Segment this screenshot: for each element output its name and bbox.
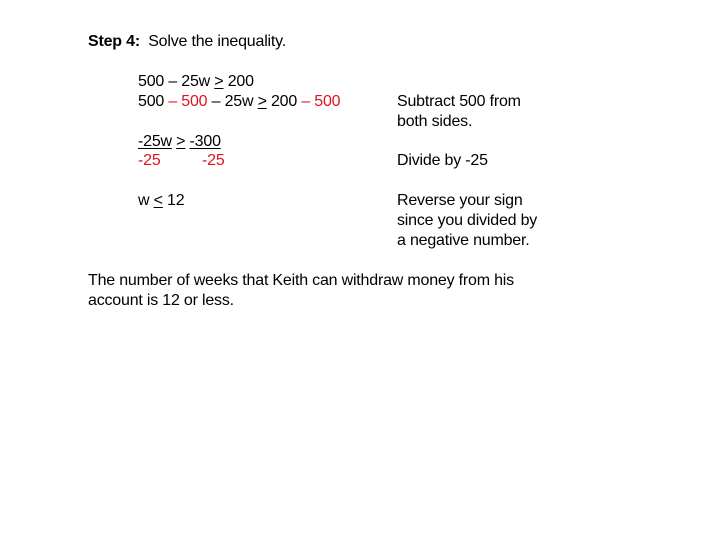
work-line-5: [138, 191, 184, 211]
line1-sign: >: [214, 73, 224, 90]
line3-a: -25w: [138, 133, 172, 150]
line2-c: – 25w: [207, 93, 258, 110]
line4-divisor-right: -25: [202, 152, 225, 169]
note-subtract-2: both sides.: [397, 113, 473, 130]
line3-sign: >: [176, 133, 186, 150]
work-line-3: [138, 132, 221, 152]
note-reverse-2: since you divided by: [397, 212, 538, 229]
work-line-1: [138, 72, 254, 92]
conclusion-line-1: The number of weeks that Keith can withdraw money from his: [88, 272, 514, 289]
line5-sign: <: [153, 192, 163, 209]
step-label: Step 4:: [88, 33, 140, 50]
note-reverse-1: Reverse your sign: [397, 192, 523, 209]
line2-b: – 500: [168, 93, 208, 110]
note-reverse-3: a negative number.: [397, 232, 530, 249]
line5-b: 12: [162, 192, 185, 209]
line3-d: -300: [189, 133, 221, 150]
line2-d: 200: [266, 93, 302, 110]
line2-sign: >: [257, 93, 267, 110]
line5-a: w: [138, 192, 154, 209]
line2-a: 500: [138, 93, 169, 110]
line1-left: 500 – 25w: [138, 73, 215, 90]
step-instruction: Solve the inequality.: [148, 33, 287, 50]
line1-right: 200: [223, 73, 254, 90]
work-line-2: [138, 92, 340, 112]
step-heading: [88, 32, 286, 52]
line2-e: – 500: [301, 93, 341, 110]
note-subtract-1: Subtract 500 from: [397, 93, 521, 110]
note-divide: Divide by -25: [397, 152, 488, 169]
conclusion-line-2: account is 12 or less.: [88, 292, 234, 309]
line4-divisor-left: -25: [138, 152, 161, 169]
